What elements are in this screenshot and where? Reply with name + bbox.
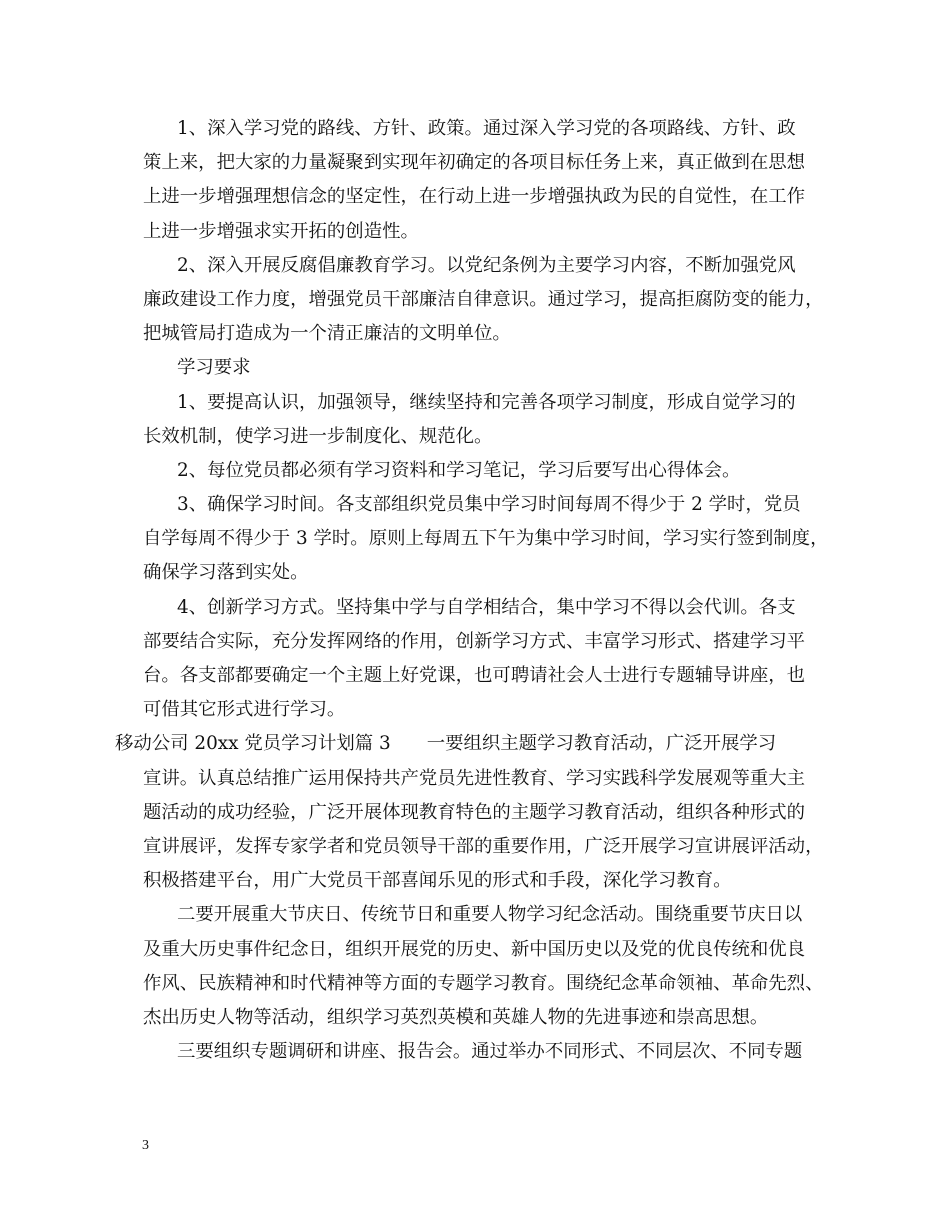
paragraph-line: 及重大历史事件纪念日，组织开展党的历史、新中国历史以及党的优良传统和优良 — [143, 938, 806, 960]
paragraph-line: 可借其它形式进行学习。 — [143, 699, 346, 721]
paragraph-line: 2、深入开展反腐倡廉教育学习。以党纪条例为主要学习内容，不断加强党风 — [177, 254, 796, 276]
paragraph-line: 台。各支部都要确定一个主题上好党课，也可聘请社会人士进行专题辅导讲座，也 — [143, 665, 806, 686]
paragraph-line: 长效机制，使学习进一步制度化、规范化。 — [143, 425, 493, 447]
paragraph-line: 策上来，把大家的力量凝聚到实现年初确定的各项目标任务上来，真正做到在思想 — [143, 152, 806, 174]
paragraph-line: 积极搭建平台，用广大党员干部喜闻乐见的形式和手段，深化学习教育。 — [143, 870, 732, 892]
paragraph-line: 自学每周不得少于 3 学时。原则上每周五下午为集中学习时间，学习实行签到制度， — [143, 528, 829, 550]
paragraph-line: 上进一步增强理想信念的坚定性，在行动上进一步增强执政为民的自觉性，在工作 — [143, 186, 806, 208]
paragraph-line: 作风、民族精神和时代精神等方面的专题学习教育。围绕纪念革命领袖、革命先烈、 — [143, 972, 824, 994]
paragraph-line: 确保学习落到实处。 — [143, 562, 309, 584]
page-number: 3 — [142, 1138, 149, 1153]
paragraph-line: 三要组织专题调研和讲座、报告会。通过举办不同形式、不同层次、不同专题 — [177, 1041, 803, 1063]
paragraph-line: 杰出历史人物等活动，组织学习英烈英模和英雄人物的先进事迹和崇高思想。 — [143, 1006, 769, 1028]
paragraph-line: 3、确保学习时间。各支部组织党员集中学习时间每周不得少于 2 学时，党员 — [177, 494, 801, 516]
paragraph-line: 二要开展重大节庆日、传统节日和重要人物学习纪念活动。围绕重要节庆日以 — [177, 904, 803, 926]
article-title-line — [115, 727, 833, 761]
paragraph-line: 上进一步增强求实开拓的创造性。 — [143, 220, 419, 242]
section-heading: 学习要求 — [177, 357, 251, 379]
paragraph-start: 一要组织主题学习教育活动，广泛开展学习 — [426, 733, 777, 755]
paragraph-line: 把城管局打造成为一个清正廉洁的文明单位。 — [143, 323, 511, 345]
paragraph-line: 题活动的成功经验，广泛开展体现教育特色的主题学习教育活动，组织各种形式的 — [143, 801, 806, 823]
paragraph-line: 宣讲。认真总结推广运用保持共产党员先进性教育、学习实践科学发展观等重大主 — [143, 767, 806, 789]
paragraph-line: 宣讲展评，发挥专家学者和党员领导干部的重要作用，广泛开展学习宣讲展评活动， — [143, 835, 824, 857]
paragraph-line: 廉政建设工作力度，增强党员干部廉洁自律意识。通过学习，提高拒腐防变的能力， — [143, 288, 824, 310]
body-text — [115, 112, 833, 1069]
article-title: 移动公司 20xx 党员学习计划篇 3 — [115, 733, 391, 755]
paragraph-line: 1、深入学习党的路线、方针、政策。通过深入学习党的各项路线、方针、政 — [177, 118, 796, 139]
paragraph-line: 4、创新学习方式。坚持集中学与自学相结合，集中学习不得以会代训。各支 — [177, 596, 796, 618]
paragraph-line: 1、要提高认识，加强领导，继续坚持和完善各项学习制度，形成自觉学习的 — [177, 391, 796, 413]
paragraph-line: 部要结合实际，充分发挥网络的作用，创新学习方式、丰富学习形式、搭建学习平 — [143, 630, 806, 652]
paragraph-line: 2、每位党员都必须有学习资料和学习笔记，学习后要写出心得体会。 — [177, 459, 741, 481]
